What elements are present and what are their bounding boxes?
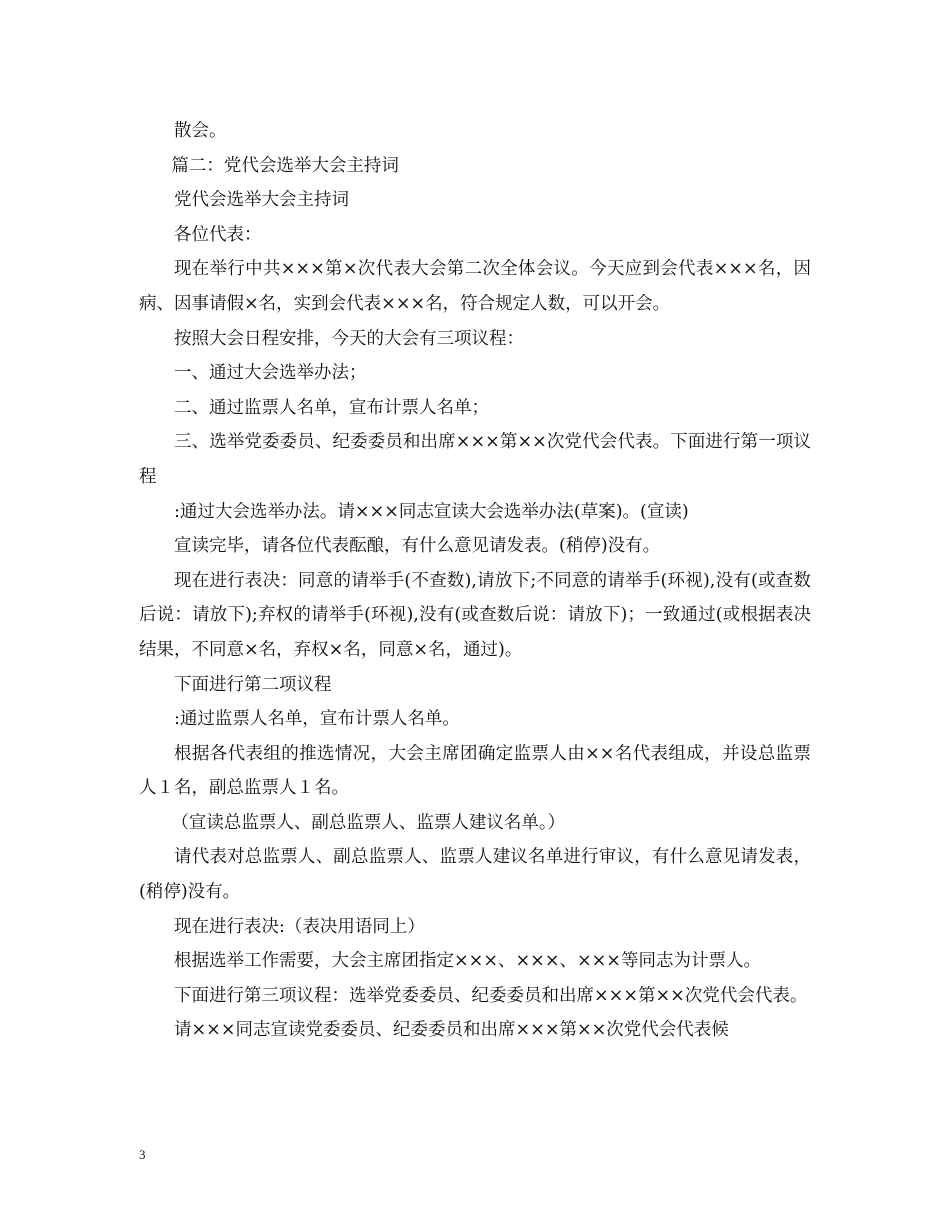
paragraph-agenda-intro: 按照大会日程安排，今天的大会有三项议程： <box>174 328 524 349</box>
paragraph-discussion: 宣读完毕，请各位代表酝酿，有什么意见请发表。(稍停)没有。 <box>174 536 661 557</box>
body-text <box>139 114 811 1048</box>
agenda-item-3: 三、选举党委委员、纪委委员和出席×××第××次党代会代表。下面进行第一项议程 <box>139 432 811 487</box>
agenda-item-1: 一、通过大会选举办法； <box>174 363 367 384</box>
salutation: 各位代表： <box>174 224 262 245</box>
paragraph-counters: 根据选举工作需要，大会主席团指定×××、×××、×××等同志为计票人。 <box>174 951 761 972</box>
paragraph-second-item: :通过监票人名单，宣布计票人名单。 <box>174 709 460 730</box>
section-heading: 篇二：党代会选举大会主持词 <box>171 155 399 176</box>
agenda-item-2: 二、通过监票人名单，宣布计票人名单； <box>174 397 489 418</box>
paragraph-second-item-heading: 下面进行第二项议程 <box>174 674 332 695</box>
paragraph-first-item: :通过大会选举办法。请×××同志宣读大会选举办法(草案)。(宣读) <box>174 501 689 522</box>
page-number: 3 <box>139 1147 146 1162</box>
paragraph-vote: 现在进行表决：同意的请举手(不查数),请放下;不同意的请举手(环视),没有(或查数后说：请放下);弃权的请举手(环视),没有(或查数后说：请放下)；一致通过(或根据表决结果，不同意×名，弃权×名，同意×名，通过)。 <box>139 570 811 660</box>
paragraph-review: 请代表对总监票人、副总监票人、监票人建议名单进行审议，有什么意见请发表，(稍停)没有。 <box>139 847 811 903</box>
paragraph-opening: 现在举行中共×××第×次代表大会第二次全体会议。今天应到会代表×××名，因病、因事请假×名，实到会代表×××名，符合规定人数，可以开会。 <box>139 259 811 314</box>
paragraph-adjourn: 散会。 <box>174 121 227 141</box>
paragraph-scrutineers: 根据各代表组的推选情况，大会主席团确定监票人由××名代表组成，并设总监票人１名，副总监票人１名。 <box>139 743 811 799</box>
paragraph-candidates: 请×××同志宣读党委委员、纪委委员和出席×××第××次党代会代表候 <box>174 1020 729 1041</box>
paragraph-read-list: （宣读总监票人、副总监票人、监票人建议名单。） <box>171 812 566 833</box>
document-title: 党代会选举大会主持词 <box>174 190 349 211</box>
paragraph-third-item: 下面进行第三项议程：选举党委委员、纪委委员和出席×××第××次党代会代表。 <box>174 985 808 1006</box>
paragraph-vote-same: 现在进行表决:（表决用语同上） <box>174 916 425 937</box>
